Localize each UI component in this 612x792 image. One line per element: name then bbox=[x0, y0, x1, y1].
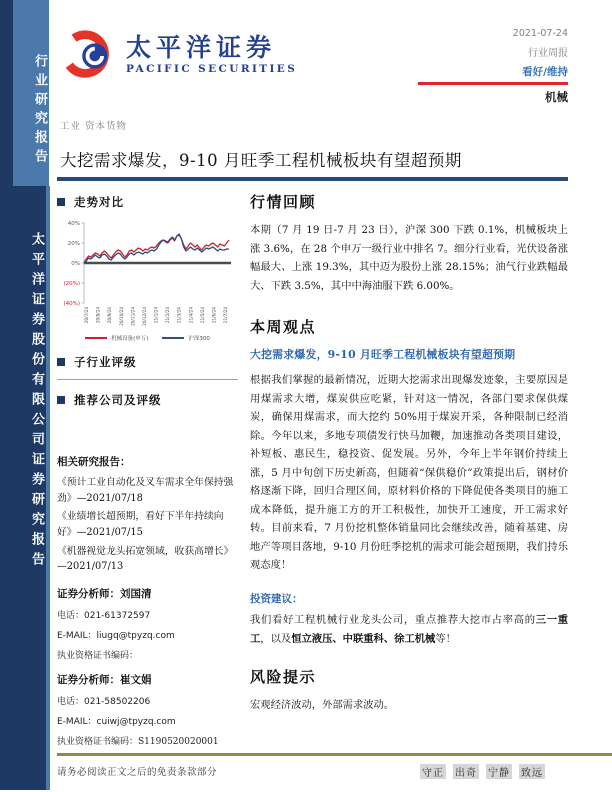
analyst-email: E-MAIL：liugq@tpyzq.com bbox=[57, 631, 175, 642]
related-report-item: 《预计工业自动化及叉车需求全年保持强劲》—2021/07/18 bbox=[57, 477, 234, 504]
footer-gold-line bbox=[57, 753, 612, 756]
recommended-stocks: 恒立液压、中联重科、徐工机械 bbox=[291, 632, 436, 645]
analyst-name: 证券分析师：崔文娟 bbox=[57, 674, 152, 687]
y-tick-label: 20% bbox=[67, 241, 80, 247]
sidebar-report-type-label: 行业研究报告 bbox=[32, 54, 47, 168]
investment-advice-body bbox=[250, 611, 568, 648]
legend-line-blue-icon bbox=[162, 337, 184, 339]
risk-body: 宏观经济波动，外部需求波动。 bbox=[250, 699, 395, 712]
section-subrating-heading bbox=[57, 354, 238, 370]
trend-heading-label: 走势对比 bbox=[74, 195, 124, 209]
main-column bbox=[250, 191, 568, 715]
sidebar-company-label: 太平洋证券股份有限公司证券研究报告 bbox=[29, 232, 44, 572]
y-tick-label: 0% bbox=[71, 261, 80, 267]
investment-advice-label: 投资建议： bbox=[250, 592, 303, 605]
report-date: 2021-07-24 bbox=[512, 28, 568, 39]
chart-legend bbox=[57, 334, 238, 342]
sidebar-company-bar bbox=[0, 186, 50, 790]
x-tick-label: 21/4/24 bbox=[188, 307, 194, 324]
x-tick-label: 21/2/24 bbox=[165, 307, 171, 324]
legend-item-machinery bbox=[85, 334, 148, 342]
footer-disclaimer: 请务必阅读正文之后的免责条款部分 bbox=[57, 767, 218, 778]
motto-word: 出奇 bbox=[453, 764, 479, 779]
industry-rating: 看好/维持 bbox=[522, 66, 568, 78]
market-review-body: 本期（7 月 19 日-7 月 23 日），沪深 300 下跌 0.1%，机械板块上涨 3.6%，在 28 个申万一级行业中排名 7。细分行业看，光伏设备涨幅最大、上涨 19.3%，其中迈为股份上涨 28.15%；油气行业跌幅最大、下跌 3.5%，其中中海油服下跌 6.00%。 bbox=[250, 224, 568, 292]
section-recommend-heading bbox=[57, 392, 238, 408]
weekly-view-heading: 本周观点 bbox=[250, 318, 317, 337]
analyst-cert: 执业资格证书编码：S1190520020001 bbox=[57, 737, 219, 748]
analyst-block bbox=[57, 586, 238, 661]
x-tick-label: 21/3/24 bbox=[176, 307, 182, 324]
related-reports-heading: 相关研究报告： bbox=[57, 456, 131, 468]
page-title: 大挖需求爆发，9-10 月旺季工程机械板块有望超预期 bbox=[60, 151, 462, 170]
market-review-heading: 行情回顾 bbox=[250, 193, 317, 211]
motto-word: 守正 bbox=[420, 764, 446, 779]
brand-name-cn: 太平洋证券 bbox=[126, 32, 277, 62]
legend-label-csi300: 沪深300 bbox=[188, 336, 210, 342]
legend-item-csi300 bbox=[162, 334, 210, 342]
subrating-heading-label: 子行业评级 bbox=[74, 355, 137, 369]
section-divider bbox=[57, 379, 238, 380]
recommend-heading-label: 推荐公司及评级 bbox=[74, 393, 162, 407]
square-bullet-icon bbox=[57, 358, 65, 366]
sidebar-report-type-box bbox=[13, 0, 49, 186]
industry-name: 机械 bbox=[545, 90, 568, 104]
legend-line-red-icon bbox=[85, 337, 107, 339]
square-bullet-icon bbox=[57, 198, 65, 206]
red-divider-line bbox=[418, 82, 568, 85]
report-meta bbox=[398, 28, 568, 105]
pacific-securities-logo bbox=[60, 26, 118, 84]
y-tick-label: (20%) bbox=[63, 281, 80, 287]
square-bullet-icon bbox=[57, 396, 65, 404]
report-type: 行业周报 bbox=[528, 48, 568, 59]
analyst-name: 证券分析师：刘国清 bbox=[57, 588, 152, 601]
brand-name-en: PACIFIC SECURITIES bbox=[126, 63, 298, 76]
sidebar-accent-strip bbox=[0, 0, 13, 186]
analyst-email: E-MAIL：cuiwj@tpyzq.com bbox=[57, 717, 176, 728]
section-trend-heading bbox=[57, 194, 238, 210]
x-tick-label: 21/7/24 bbox=[223, 307, 228, 324]
analyst-cert: 执业资格证书编码： bbox=[57, 651, 139, 662]
legend-label-machinery: 机械设备(申万) bbox=[111, 336, 149, 342]
x-tick-label: 21/6/24 bbox=[211, 307, 217, 324]
y-tick-label: 40% bbox=[67, 221, 80, 227]
analyst-phone: 电话：021-58502206 bbox=[57, 697, 151, 708]
footer-motto bbox=[420, 764, 545, 779]
weekly-view-subtitle: 大挖需求爆发，9-10 月旺季工程机械板块有望超预期 bbox=[250, 348, 516, 362]
trend-chart bbox=[57, 218, 235, 328]
industry-breadcrumb: 工业 资本货物 bbox=[60, 121, 128, 132]
related-report-item: 《业绩增长超预期，看好下半年持续向好》—2021/07/15 bbox=[57, 511, 224, 539]
x-tick-label: 20/7/24 bbox=[84, 307, 89, 324]
analyst-block bbox=[57, 672, 238, 747]
risk-heading: 风险提示 bbox=[250, 668, 317, 687]
x-tick-label: 20/11/24 bbox=[130, 307, 136, 326]
x-tick-label: 20/10/24 bbox=[118, 307, 124, 326]
motto-word: 宁静 bbox=[486, 764, 512, 779]
left-column bbox=[57, 194, 238, 747]
x-tick-label: 21/1/24 bbox=[153, 307, 159, 324]
recommended-stock: 三一重工 bbox=[250, 613, 569, 645]
advice-text: 我们看好工程机械行业龙头公司，重点推荐大挖市占率高的 bbox=[250, 613, 536, 626]
motto-word: 致远 bbox=[519, 764, 545, 779]
x-tick-label: 20/9/24 bbox=[107, 307, 113, 324]
x-tick-label: 20/8/24 bbox=[95, 307, 101, 324]
analyst-phone: 电话：021-61372597 bbox=[57, 611, 151, 622]
series-line-1 bbox=[84, 234, 229, 263]
weekly-view-body: 根据我们掌握的最新情况，近期大挖需求出现爆发迹象，主要原因是用煤需求大增，煤炭供应吃紧，针对这一情况，各部门要求保供煤炭，确保用煤需求，而大挖约 50%用于煤炭开采，各种限制已经消除。今年以来，多地专项债发行快马加鞭，加速推动各类项目建设，补短板、惠民生，稳投资、促发展。另外，今年上半年钢价持续上涨，5 月中旬创下历史新高，但随着“保供稳价”政策提出后，钢材价格逐渐下降，回归合理区间，原材料价格的下降促使各类项目的施工成本降低，提升施工方的开工积极性，加快开工速度，开工需求好转。目前来看，7 月份挖机整体销量同比会继续改善，随着基建、房地产等项目落地，9-10 月份旺季挖机的需求可能会超预期，我们持乐观态度！ bbox=[250, 374, 568, 572]
advice-text: 等！ bbox=[435, 632, 456, 645]
x-tick-label: 21/5/24 bbox=[199, 307, 205, 324]
title-divider-line bbox=[57, 177, 568, 181]
y-tick-label: (40%) bbox=[63, 301, 80, 307]
brand-header bbox=[60, 26, 297, 84]
related-report-item: 《机器视觉龙头拓宽领域，收获高增长》—2021/07/13 bbox=[57, 545, 234, 573]
advice-text: ，以及 bbox=[260, 632, 292, 645]
trend-chart-block bbox=[57, 218, 238, 342]
footer bbox=[57, 764, 545, 779]
x-tick-label: 20/12/24 bbox=[141, 307, 147, 326]
